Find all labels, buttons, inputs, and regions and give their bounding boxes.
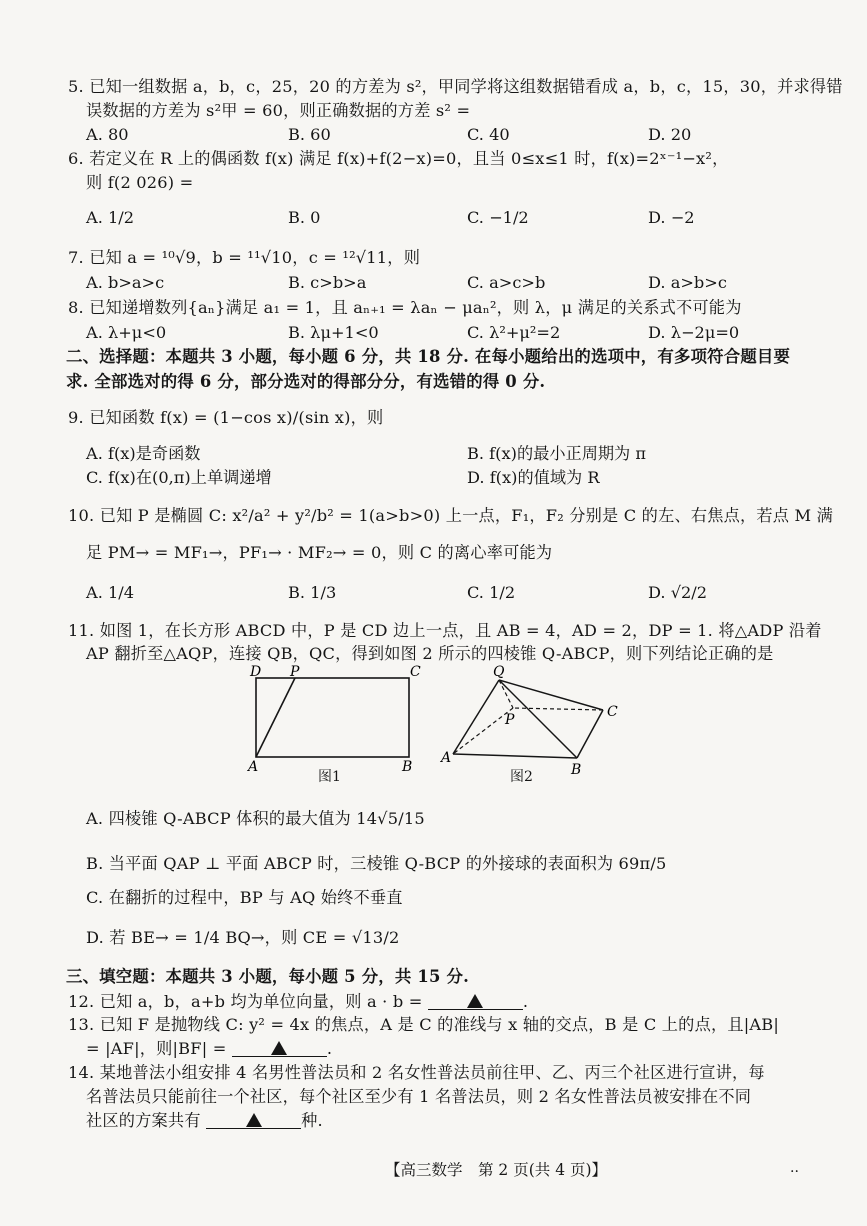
q12-text: 12. 已知 a，b，a+b 均为单位向量，则 a · b = [68, 992, 423, 1011]
q11-line2: AP 翻折至△AQP，连接 QB，QC，得到如图 2 所示的四棱锥 Q-ABCP，则下列结论正确的是 [86, 644, 774, 663]
figure-2-pyramid [435, 662, 625, 782]
corner-mark: .. [790, 1160, 799, 1176]
q10-option-b: B. 1/3 [288, 583, 337, 602]
section2-heading: 二、选择题：本题共 3 小题，每小题 6 分，共 18 分. 在每小题给出的选项中，有多项符合题目要 [66, 347, 791, 366]
q9-option-a: A. f(x)是奇函数 [86, 444, 201, 463]
q8-option-b: B. λμ+1<0 [288, 323, 379, 342]
q6-line2: 则 f(2 026) = [86, 173, 194, 192]
q7-option-d: D. a>b>c [648, 273, 727, 292]
fig1-label-p: P [290, 664, 300, 680]
figure-2-caption: 图2 [510, 769, 533, 785]
q7-option-c: C. a>c>b [467, 273, 546, 292]
q10-line1: 10. 已知 P 是椭圆 C: x²/a² + y²/b² = 1(a>b>0) 上一点，F₁，F₂ 分别是 C 的左、右焦点，若点 M 满 [68, 506, 834, 525]
q12-line: 12. 已知 a，b，a+b 均为单位向量，则 a · b = . [68, 992, 529, 1011]
q8-option-d: D. λ−2μ=0 [648, 323, 740, 342]
fig1-label-b: B [402, 759, 413, 775]
q9-option-c: C. f(x)在(0,π)上单调递增 [86, 468, 272, 487]
q11-option-c: C. 在翻折的过程中，BP 与 AQ 始终不垂直 [86, 888, 403, 907]
q5-line2: 误数据的方差为 s²甲 = 60，则正确数据的方差 s² = [86, 101, 471, 120]
figure-1-caption: 图1 [318, 769, 341, 785]
q6-option-a: A. 1/2 [86, 208, 135, 227]
fig1-label-c: C [410, 664, 421, 680]
q10-option-a: A. 1/4 [86, 583, 135, 602]
q14-line1: 14. 某地普法小组安排 4 名男性普法员和 2 名女性普法员前往甲、乙、丙三个社区进行宣讲，每 [68, 1063, 765, 1082]
q9-option-b: B. f(x)的最小正周期为 π [467, 444, 647, 463]
fig2-label-q: Q [493, 664, 505, 680]
q7-line1: 7. 已知 a = ¹⁰√9，b = ¹¹√10，c = ¹²√11，则 [68, 248, 421, 267]
fig1-label-a: A [248, 759, 259, 775]
triangle-icon [246, 1113, 262, 1127]
fig2-label-b: B [571, 762, 582, 778]
fig2-label-a: A [441, 750, 452, 766]
q5-option-c: C. 40 [467, 125, 510, 144]
answer-blank-q13 [232, 1038, 327, 1057]
q14-text: 社区的方案共有 [86, 1111, 201, 1130]
triangle-icon [467, 994, 483, 1008]
q7-option-a: A. b>a>c [86, 273, 165, 292]
q5-option-d: D. 20 [648, 125, 692, 144]
q14-line2: 名普法员只能前往一个社区，每个社区至少有 1 名普法员，则 2 名女性普法员被安排在不同 [86, 1087, 752, 1106]
q10-option-d: D. √2/2 [648, 583, 708, 602]
q6-option-b: B. 0 [288, 208, 321, 227]
q10-line2: 足 PM→ = MF₁→，PF₁→ · MF₂→ = 0，则 C 的离心率可能为 [86, 543, 553, 562]
q6-option-c: C. −1/2 [467, 208, 529, 227]
fig2-label-p: P [505, 712, 515, 728]
q8-line1: 8. 已知递增数列{aₙ}满足 a₁ = 1，且 aₙ₊₁ = λaₙ − μaₙ²，则 λ，μ 满足的关系式不可能为 [68, 298, 742, 317]
triangle-icon [271, 1041, 287, 1055]
q11-option-d: D. 若 BE→ = 1/4 BQ→，则 CE = √13/2 [86, 928, 400, 947]
q7-option-b: B. c>b>a [288, 273, 367, 292]
q6-option-d: D. −2 [648, 208, 695, 227]
q5-option-a: A. 80 [86, 125, 129, 144]
answer-blank-q14 [206, 1110, 301, 1129]
q10-option-c: C. 1/2 [467, 583, 516, 602]
fig2-label-c: C [607, 704, 618, 720]
q9-option-d: D. f(x)的值域为 R [467, 468, 600, 487]
q14-line3: 社区的方案共有 种. [86, 1111, 323, 1130]
q6-line1: 6. 若定义在 R 上的偶函数 f(x) 满足 f(x)+f(2−x)=0，且当 0≤x≤1 时，f(x)=2ˣ⁻¹−x²， [68, 149, 729, 168]
q8-option-c: C. λ²+μ²=2 [467, 323, 561, 342]
q11-line1: 11. 如图 1，在长方形 ABCD 中，P 是 CD 边上一点，且 AB = 4，AD = 2，DP = 1. 将△ADP 沿着 [68, 621, 822, 640]
q13-text: = |AF|，则|BF| = [86, 1039, 227, 1058]
fig1-label-d: D [250, 664, 262, 680]
q13-line2: = |AF|，则|BF| = . [86, 1039, 333, 1058]
q11-option-a: A. 四棱锥 Q-ABCP 体积的最大值为 14√5/15 [86, 809, 425, 828]
section3-heading: 三、填空题：本题共 3 小题，每小题 5 分，共 15 分. [66, 967, 469, 986]
q11-option-b: B. 当平面 QAP ⊥ 平面 ABCP 时，三棱锥 Q-BCP 的外接球的表面积为 69π/5 [86, 854, 667, 873]
q9-line1: 9. 已知函数 f(x) = (1−cos x)/(sin x)，则 [68, 408, 384, 427]
section2-heading-cont: 求. 全部选对的得 6 分，部分选对的得部分分，有选错的得 0 分. [66, 372, 546, 391]
figure-1-rectangle [240, 662, 430, 782]
q5-line1: 5. 已知一组数据 a，b，c，25，20 的方差为 s²，甲同学将这组数据错看成 a，b，c，15，30，并求得错 [68, 77, 843, 96]
q8-option-a: A. λ+μ<0 [86, 323, 167, 342]
answer-blank-q12 [428, 991, 523, 1010]
q13-line1: 13. 已知 F 是抛物线 C: y² = 4x 的焦点，A 是 C 的准线与 x 轴的交点，B 是 C 上的点，且|AB| [68, 1015, 780, 1034]
q5-option-b: B. 60 [288, 125, 331, 144]
page-footer: 【高三数学 第 2 页(共 4 页)】 [385, 1161, 608, 1179]
